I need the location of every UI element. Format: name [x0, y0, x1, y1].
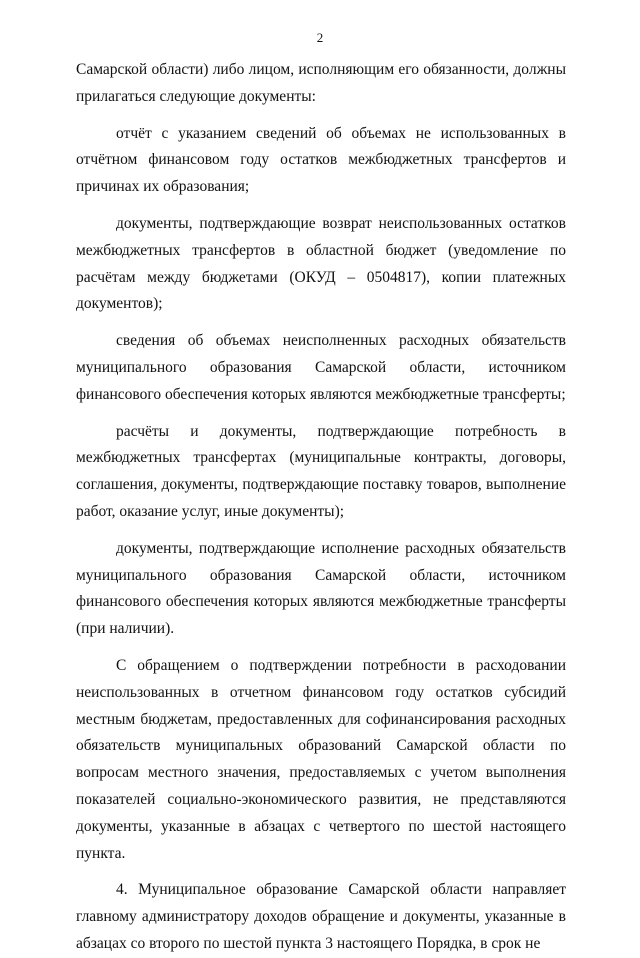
paragraph-subsidies: С обращением о подтверждении потребности в расходовании неиспользованных в отчетном финансовом году остатков субсидий местным бюджетам, предоставленных для софинансирования расходных обязательств муниципальных образований Самарской области по вопросам местного значения, предоставляемых с учетом выполнения показателей социально-экономического развития, не представляются документы, указанные в абзацах с четвертого по шестой настоящего пункта. [76, 656, 566, 862]
paragraph-continuation: Самарской области) либо лицом, исполняющим его обязанности, должны прилагаться следующие документы: [76, 61, 566, 105]
document-body [76, 57, 566, 958]
paragraph-report: отчёт с указанием сведений об объемах не использованных в отчётном финансовом году остатков межбюджетных трансфертов и причинах их образования; [76, 124, 566, 196]
page-number: 2 [316, 30, 324, 45]
paragraph-calculations: расчёты и документы, подтверждающие потребность в межбюджетных трансфертах (муниципальные контракты, договоры, соглашения, документы, подтверждающие поставку товаров, выполнение работ, оказание услуг, иные документы); [76, 422, 566, 520]
paragraph-obligations-info: сведения об объемах неисполненных расходных обязательств муниципального образования Самарской области, источником финансового обеспечения которых являются межбюджетные трансферты; [76, 332, 566, 403]
paragraph-item-4: 4. Муниципальное образование Самарской области направляет главному администратору доходов обращение и документы, указанные в абзацах со второго по шестой пункта 3 настоящего Порядка, в срок не [76, 881, 566, 952]
paragraph-return-documents: документы, подтверждающие возврат неиспользованных остатков межбюджетных трансфертов в областной бюджет (уведомление по расчётам между бюджетами (ОКУД – 0504817), копии платежных документов); [76, 214, 566, 313]
paragraph-execution-documents: документы, подтверждающие исполнение расходных обязательств муниципального образования Самарской области, источником финансового обеспечения которых являются межбюджетные трансферты (при наличии). [76, 539, 566, 638]
